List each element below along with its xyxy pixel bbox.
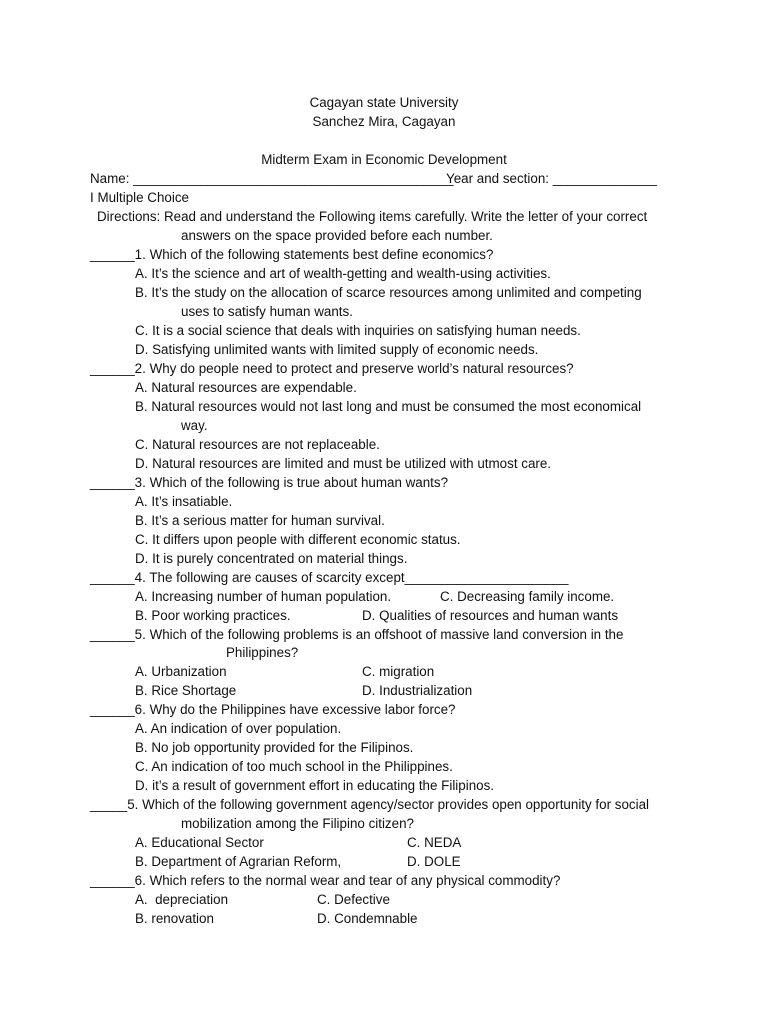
answer-option: D. Industrialization	[362, 683, 473, 698]
answer-option: C. Defective	[317, 892, 390, 907]
answer-option: C. NEDA	[407, 835, 462, 850]
answer-option: C. It differs upon people with different economic status.	[135, 532, 461, 547]
answer-option: B. renovation	[135, 911, 214, 926]
answer-option: A. An indication of over population.	[135, 721, 342, 736]
answer-option: B. Rice Shortage	[135, 683, 237, 698]
answer-option-continued: way.	[181, 418, 208, 433]
answer-option: A. Increasing number of human population.	[135, 589, 392, 604]
question-stem: ______5. Which of the following problems is an offshoot of massive land conversion in the	[90, 627, 624, 642]
question-stem-continued: mobilization among the Filipino citizen?	[181, 816, 414, 831]
year-section-field-label: Year and section: ______________	[446, 171, 657, 186]
answer-option: B. Poor working practices.	[135, 608, 291, 623]
question-stem: ______6. Why do the Philippines have excessive labor force?	[90, 702, 456, 717]
answer-option: A. Urbanization	[135, 664, 227, 679]
answer-option: D. Natural resources are limited and must be utilized with utmost care.	[135, 456, 552, 471]
campus-location: Sanchez Mira, Cagayan	[312, 114, 456, 129]
answer-option: C. An indication of too much school in the Philippines.	[135, 759, 453, 774]
answer-option: D. DOLE	[407, 854, 461, 869]
question-stem: ______2. Why do people need to protect and preserve world’s natural resources?	[90, 361, 574, 376]
answer-option: B. It’s a serious matter for human survival.	[135, 513, 385, 528]
answer-option: B. Department of Agrarian Reform,	[135, 854, 342, 869]
answer-option: D. Satisfying unlimited wants with limited supply of economic needs.	[135, 342, 539, 357]
answer-option: D. It is purely concentrated on material things.	[135, 551, 408, 566]
answer-option: D. Qualities of resources and human wants	[362, 608, 619, 623]
answer-option: A. depreciation	[135, 892, 229, 907]
answer-option: C. Decreasing family income.	[440, 589, 615, 604]
answer-option: A. It’s the science and art of wealth-getting and wealth-using activities.	[135, 266, 551, 281]
question-stem: ______3. Which of the following is true about human wants?	[90, 475, 449, 490]
answer-option: A. It’s insatiable.	[135, 494, 233, 509]
exam-title: Midterm Exam in Economic Development	[261, 152, 507, 167]
directions-line-2: answers on the space provided before each number.	[181, 228, 493, 243]
directions-line-1: Directions: Read and understand the Following items carefully. Write the letter of your correct	[97, 209, 648, 224]
answer-option: C. It is a social science that deals with inquiries on satisfying human needs.	[135, 323, 581, 338]
answer-option: C. Natural resources are not replaceable.	[135, 437, 380, 452]
answer-option: D. it’s a result of government effort in educating the Filipinos.	[135, 778, 495, 793]
answer-option: C. migration	[362, 664, 435, 679]
question-stem-continued: Philippines?	[226, 645, 299, 660]
answer-option: A. Educational Sector	[135, 835, 264, 850]
name-field-label: Name: ___________________________________________	[90, 171, 454, 186]
answer-option-continued: uses to satisfy human wants.	[181, 304, 353, 319]
section-title: I Multiple Choice	[90, 190, 189, 205]
answer-option: B. No job opportunity provided for the Filipinos.	[135, 740, 414, 755]
question-stem: _____5. Which of the following government agency/sector provides open opportunity for social	[90, 797, 650, 812]
question-stem: ______6. Which refers to the normal wear and tear of any physical commodity?	[90, 873, 561, 888]
answer-option: D. Condemnable	[317, 911, 418, 926]
answer-option: B. Natural resources would not last long and must be consumed the most economical	[135, 399, 642, 414]
answer-option: B. It’s the study on the allocation of scarce resources among unlimited and competing	[135, 285, 642, 300]
question-stem: ______4. The following are causes of scarcity except______________________	[90, 570, 569, 585]
university-name: Cagayan state University	[309, 95, 459, 110]
answer-option: A. Natural resources are expendable.	[135, 380, 357, 395]
question-stem: ______1. Which of the following statements best define economics?	[90, 247, 494, 262]
